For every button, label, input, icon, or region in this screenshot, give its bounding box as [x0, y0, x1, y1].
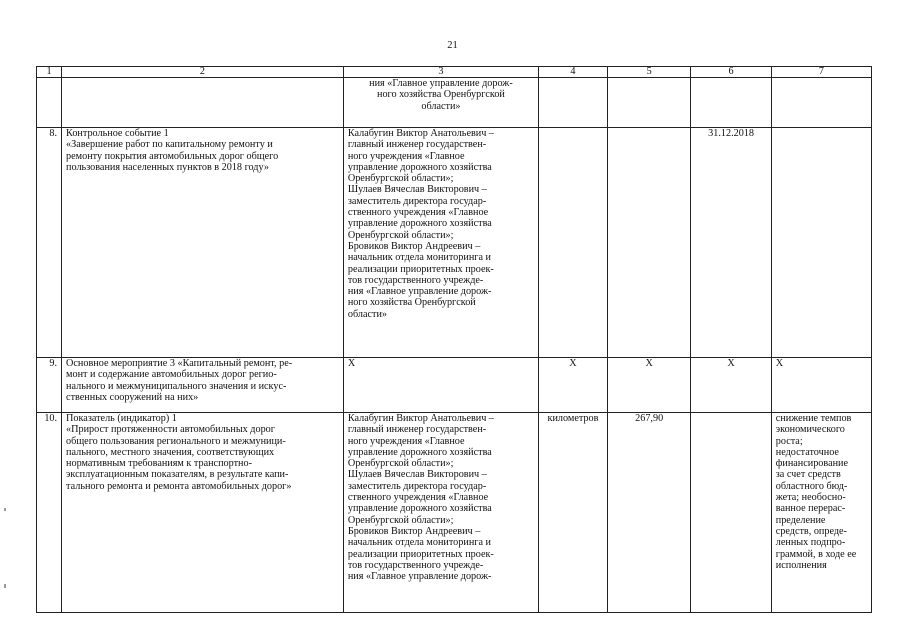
scan-margin-marks [4, 508, 10, 588]
unit-cell: Х [539, 358, 608, 413]
date-cell [691, 413, 771, 613]
value-cell [607, 128, 691, 358]
table-header [37, 67, 872, 78]
value-cell: Х [607, 358, 691, 413]
scan-mark [4, 508, 6, 511]
responsible-cell: Х [343, 358, 538, 413]
table-row [37, 413, 872, 613]
row-number [37, 78, 62, 128]
responsible-cell: Калабугин Виктор Анатольевич – главный инженер государствен- ного учреждения «Главное управление дорожного хозяйства Оренбургской области»; Шулаев Вячеслав Викторович – заместитель директора государ- ственного учреждения «Главное управление дорожного хозяйства Оренбургской области»; Бровиков Виктор Андреевич – начальник отдела мониторинга и реализации приоритетных проек- тов государственного учрежде- ния «Главное управление дорож- ного хозяйства Оренбургской области» [343, 128, 538, 358]
event-cell [62, 78, 344, 128]
row-number: 9. [37, 358, 62, 413]
table-row [37, 358, 872, 413]
col-header-6: 6 [691, 67, 771, 78]
unit-cell [539, 128, 608, 358]
date-cell [691, 78, 771, 128]
unit-cell [539, 78, 608, 128]
header-row [37, 67, 872, 78]
unit-cell: километров [539, 413, 608, 613]
col-header-4: 4 [539, 67, 608, 78]
scan-mark [4, 584, 6, 588]
row-number: 8. [37, 128, 62, 358]
table-row [37, 128, 872, 358]
col-header-1: 1 [37, 67, 62, 78]
table-row [37, 78, 872, 128]
plan-table [36, 66, 872, 613]
responsible-cell: ния «Главное управление дорож- ного хозяйства Оренбургской области» [343, 78, 538, 128]
col-header-3: 3 [343, 67, 538, 78]
col-header-5: 5 [607, 67, 691, 78]
value-cell [607, 78, 691, 128]
risks-cell [771, 128, 871, 358]
date-cell: 31.12.2018 [691, 128, 771, 358]
event-cell: Показатель (индикатор) 1 «Прирост протяженности автомобильных дорог общего пользования регионального и межмуници- пального, местного значения, соответствующих нормативным требованиям к транспортно- эксплуатационным показателям, в результате капи- тального ремонта и ремонта автомобильных дорог» [62, 413, 344, 613]
responsible-cell: Калабугин Виктор Анатольевич – главный инженер государствен- ного учреждения «Главное управление дорожного хозяйства Оренбургской области»; Шулаев Вячеслав Викторович – заместитель директора государ- ственного учреждения «Главное управление дорожного хозяйства Оренбургской области»; Бровиков Виктор Андреевич – начальник отдела мониторинга и реализации приоритетных проек- тов государственного учрежде- ния «Главное управление дорож- [343, 413, 538, 613]
page-number: 21 [447, 40, 458, 51]
row-number: 10. [37, 413, 62, 613]
risks-cell: снижение темпов экономического роста; недостаточное финансирование за счет средств областного бюд- жета; необосно- ванное перерас- пределение средств, опреде- ленных подпро- граммой, в ходе ее исполнения [771, 413, 871, 613]
col-header-7: 7 [771, 67, 871, 78]
event-cell: Основное мероприятие 3 «Капитальный ремонт, ре- монт и содержание автомобильных дорог регио- нального и межмуниципального значения и искус- ственных сооружений на них» [62, 358, 344, 413]
event-cell: Контрольное событие 1 «Завершение работ по капитальному ремонту и ремонту покрытия автомобильных дорог общего пользования населенных пунктов в 2018 году» [62, 128, 344, 358]
col-header-2: 2 [62, 67, 344, 78]
value-cell: 267,90 [607, 413, 691, 613]
date-cell: Х [691, 358, 771, 413]
risks-cell: Х [771, 358, 871, 413]
risks-cell [771, 78, 871, 128]
